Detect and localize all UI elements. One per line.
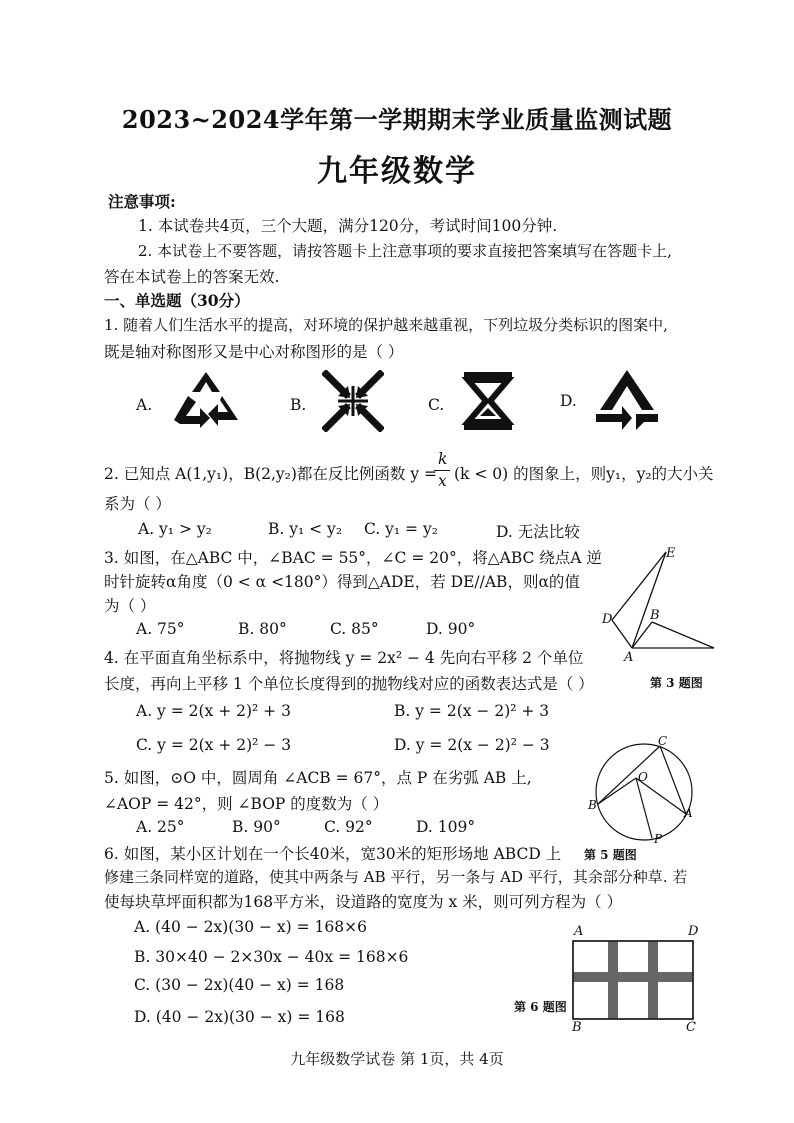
exam-title: 2023~2024学年第一学期期末学业质量监测试题: [121, 105, 673, 134]
q2-option-a: A. y₁ > y₂: [138, 520, 212, 538]
q6-caption: 第 6 题图: [514, 1000, 567, 1014]
triangle-arrows-icon: [592, 366, 662, 434]
exam-subtitle: 九年级数学: [317, 154, 477, 189]
q1-option-b: B.: [290, 396, 307, 414]
q6-horizontal-road: [573, 972, 693, 982]
q6-option-a: A. (40 − 2x)(30 − x) = 168×6: [134, 918, 367, 936]
q5-stem-line1: 5. 如图，⊙O 中，圆周角 ∠ACB = 67°，点 P 在劣弧 AB 上,: [104, 769, 532, 787]
q6-label-b: B: [572, 1020, 582, 1035]
q5-label-b: B: [588, 798, 597, 812]
q6-vertical-road-2: [648, 941, 658, 1019]
q5-stem-line2: ∠AOP = 42°，则 ∠BOP 的度数为（ ）: [104, 795, 389, 813]
q1-stem-line1: 1. 随着人们生活水平的提高，对环境的保护越来越重视，下列垃圾分类标识的图案中,: [104, 316, 668, 334]
q5-option-d: D. 109°: [416, 818, 476, 836]
notice-item-1: 1. 本试卷共4页，三个大题，满分120分，考试时间100分钟.: [138, 217, 558, 235]
q5-option-b: B. 90°: [232, 818, 281, 836]
q4-stem-line1: 4. 在平面直角坐标系中，将抛物线 y = 2x² − 4 先向右平移 2 个单位: [104, 649, 584, 667]
q1-stem-line2: 既是轴对称图形又是中心对称图形的是（ ）: [104, 343, 404, 361]
q6-figure: [572, 940, 694, 1020]
q2-stem-line2: 系为（ ）: [104, 495, 171, 513]
four-arrows-inward-icon: [322, 370, 384, 432]
q3-segment-ad: [612, 620, 632, 648]
q6-option-b: B. 30×40 − 2×30x − 40x = 168×6: [134, 948, 409, 966]
q3-option-b: B. 80°: [238, 620, 287, 638]
q2-fraction-denominator: x: [438, 472, 447, 490]
q6-stem-line2: 修建三条同样宽的道路，使其中两条与 AB 平行，另一条与 AD 平行，其余部分种草. 若: [104, 868, 688, 886]
q3-label-e: E: [666, 546, 676, 561]
q2-stem-part2: (k < 0) 的图象上，则y₁，y₂的大小关: [454, 465, 714, 483]
q3-stem-line3: 为（ ）: [104, 597, 156, 615]
q5-option-c: C. 92°: [324, 818, 373, 836]
q3-option-d: D. 90°: [426, 620, 476, 638]
q3-caption: 第 3 题图: [650, 676, 703, 690]
q5-label-a: A: [684, 806, 693, 820]
q4-option-d: D. y = 2(x − 2)² − 3: [394, 736, 550, 754]
q4-option-c: C. y = 2(x + 2)² − 3: [136, 736, 292, 754]
q2-stem-part1: 2. 已知点 A(1,y₁)，B(2,y₂)都在反比例函数 y =: [104, 465, 438, 483]
section-heading: 一、单选题（30分）: [104, 291, 250, 310]
q3-segment-bc: [652, 622, 714, 648]
q3-label-a: A: [624, 650, 634, 665]
q4-stem-line2: 长度，再向上平移 1 个单位长度得到的抛物线对应的函数表达式是（ ）: [104, 675, 594, 693]
q3-label-d: D: [602, 612, 613, 627]
q2-fraction-bar: [434, 470, 450, 471]
page-footer: 九年级数学试卷 第 1页，共 4页: [290, 1050, 504, 1068]
notice-item-2-cont: 答在本试卷上的答案无效.: [104, 268, 280, 286]
q4-option-a: A. y = 2(x + 2)² + 3: [136, 702, 291, 720]
q1-option-a: A.: [136, 396, 153, 414]
q6-stem-line3: 使每块草坪面积都为168平方米，设道路的宽度为 x 米，则可列方程为（ ）: [104, 893, 623, 911]
q3-option-c: C. 85°: [330, 620, 379, 638]
q3-stem-line1: 3. 如图，在△ABC 中，∠BAC = 55°，∠C = 20°，将△ABC 绕点A 逆: [104, 549, 602, 567]
q2-option-b: B. y₁ < y₂: [268, 520, 343, 538]
q5-figure: [590, 738, 700, 846]
q6-vertical-road-1: [608, 941, 618, 1019]
q3-segment-ae: [632, 552, 666, 648]
q3-segment-ab: [632, 622, 652, 648]
q5-label-c: C: [658, 734, 668, 748]
q5-radius-op: [636, 778, 652, 838]
q4-option-b: B. y = 2(x − 2)² + 3: [394, 702, 550, 720]
notice-heading: 注意事项:: [108, 192, 176, 211]
q6-label-c: C: [686, 1020, 696, 1035]
notice-item-2: 2. 本试卷上不要答题，请按答题卡上注意事项的要求直接把答案填写在答题卡上,: [138, 242, 672, 260]
q5-radius-ob: [598, 778, 636, 804]
q1-option-c: C.: [428, 396, 445, 414]
q3-stem-line2: 时针旋转α角度（0 < α <180°）得到△ADE，若 DE//AB，则α的值: [104, 573, 580, 591]
recycle-symbol-icon: [170, 368, 242, 430]
q2-fraction-numerator: k: [438, 450, 448, 468]
q6-option-d: D. (40 − 2x)(30 − x) = 168: [134, 1008, 345, 1026]
q5-option-a: A. 25°: [136, 818, 185, 836]
q5-chord-bc: [598, 746, 660, 804]
q6-option-c: C. (30 − 2x)(40 − x) = 168: [134, 976, 345, 994]
q3-figure: [596, 544, 716, 664]
q5-label-o: O: [638, 770, 648, 784]
q3-label-b: B: [650, 608, 660, 623]
q6-label-a: A: [574, 924, 584, 939]
q5-chord-ca: [660, 746, 686, 814]
q6-label-d: D: [688, 924, 699, 939]
q1-option-d: D.: [560, 392, 577, 410]
q2-option-c: C. y₁ = y₂: [364, 520, 438, 538]
q6-stem-line1: 6. 如图，某小区计划在一个长40米，宽30米的矩形场地 ABCD 上: [104, 845, 562, 863]
q5-label-p: P: [654, 832, 663, 846]
q5-caption: 第 5 题图: [584, 848, 637, 862]
hourglass-icon: [460, 370, 516, 432]
q2-option-d: D. 无法比较: [496, 523, 580, 541]
q3-option-a: A. 75°: [136, 620, 185, 638]
